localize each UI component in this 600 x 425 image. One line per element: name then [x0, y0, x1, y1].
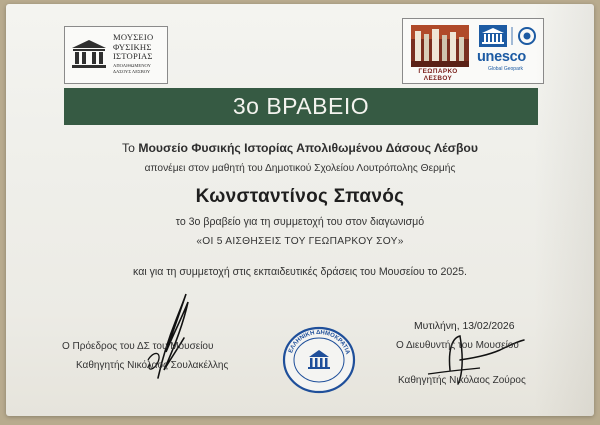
museum-logo-line: ΦΥΣΙΚΗΣ — [113, 41, 152, 52]
president-name: Καθηγητής Νικόλαος Σουλακέλλης — [76, 360, 229, 371]
museum-logo-subline: ΔΑΣΟΥΣ ΛΕΣΒΟΥ — [113, 68, 151, 74]
awarding-body-line — [0, 141, 600, 155]
award-line-student: απονέμει στον μαθητή του Δημοτικού Σχολείου Λουτρόπολης Θερμής — [144, 163, 456, 174]
president-role: Ο Πρόεδρος του ΔΣ του Μουσείου — [62, 341, 214, 352]
award-line-activities: και για τη συμμετοχή στις εκπαιδευτικές δράσεις του Μουσείου το 2025. — [133, 266, 467, 278]
awarding-prefix: Το — [122, 141, 139, 155]
museum-logo-line: ΜΟΥΣΕΙΟ — [113, 32, 154, 42]
director-name: Καθηγητής Νικόλαος Ζούρος — [398, 375, 526, 386]
museum-name: Μουσείο Φυσικής Ιστορίας Απολιθωμένου Δάσους Λέσβου — [138, 141, 478, 155]
petrified-trees-icon — [411, 25, 469, 67]
unesco-brand: unesco — [477, 49, 526, 65]
geopark-tagline: Global Geopark — [488, 66, 524, 72]
museum-logo-line: ΙΣΤΟΡΙΑΣ — [113, 51, 153, 61]
geopark-caption-line: ΛΕΣΒΟΥ — [423, 75, 453, 82]
director-role: Ο Διευθυντής του Μουσείου — [396, 340, 519, 351]
seal-text: ΕΛΛΗΝΙΚΗ ΔΗΜΟΚΡΑΤΙΑ — [288, 329, 351, 356]
geopark-logo — [402, 18, 544, 84]
official-seal — [281, 326, 357, 394]
award-banner — [64, 88, 538, 125]
place-date: Μυτιλήνη, 13/02/2026 — [414, 321, 515, 332]
museum-logo-subline: ΑΠΟΛΙΘΩΜΕΝΟΥ — [113, 62, 151, 68]
museum-building-icon — [70, 39, 108, 69]
recipient-name: Κωνσταντίνος Σπανός — [195, 186, 405, 207]
unesco-emblem-icon — [479, 25, 541, 47]
award-title: 3ο ΒΡΑΒΕΙΟ — [232, 93, 370, 119]
contest-title: «ΟΙ 5 ΑΙΣΘΗΣΕΙΣ ΤΟΥ ΓΕΩΠΑΡΚΟΥ ΣΟΥ» — [196, 236, 404, 247]
award-line-participation: το 3ο βραβείο για τη συμμετοχή του στον διαγωνισμό — [175, 216, 425, 228]
geopark-caption-line: ΓΕΩΠΑΡΚΟ — [418, 68, 458, 75]
museum-logo — [64, 26, 168, 84]
